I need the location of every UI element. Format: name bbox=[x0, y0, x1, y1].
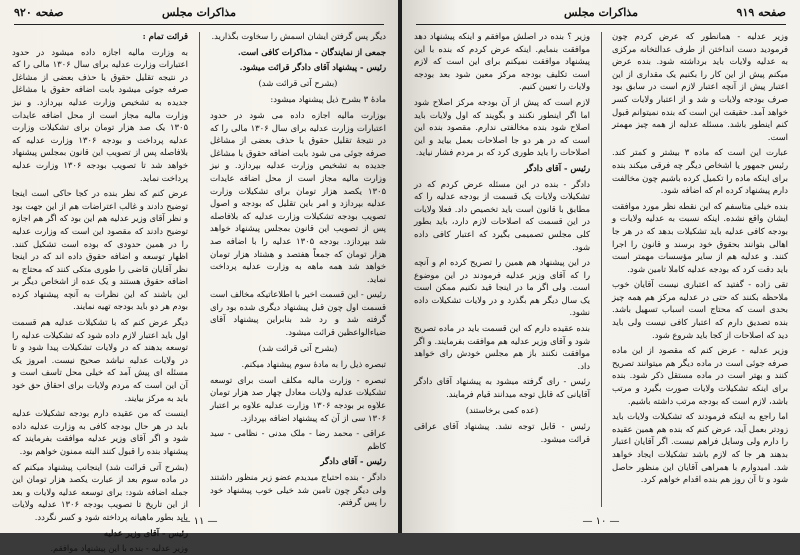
right-page-title: مذاکرات مجلس bbox=[564, 6, 638, 19]
paragraph: رئیس - رای گرفته میشود به پیشنهاد آقای دادگر آقایانی که قابل توجه میدانند قیام فرمایند. bbox=[414, 376, 590, 400]
paragraph: (بشرح آتی قرائت شد) اینجانب پیشنهاد میکنم که در ماده سوم بعد از عبارت یکصد هزار تومان این جمله اضافه شود: برای توسعه عدلیه ولایات و بعد از این تاریخ تا تصویب بودجه ۱۳۰۶ عدلیه ولایات باید بطور ماهیانه پرداخته شود و کسر نگردد. bbox=[12, 461, 189, 522]
paragraph: به وزارت مالیه اجازه داده میشود در حدود اعتبارات وزارت عدلیه برای سال ۱۳۰۶ مالی را که در نتیجه تقلیل حقوق یا حذف بعضی از مشاغل صرفه جوئی میشود بابت اضافه حقوق یا مشاغل جدیده به تشخیص وزارت عدلیه بپردازد. و نیز وزارت مالیه مجاز است از محل اضافه عایدات ۱۳۰۵ یک صد هزار تومان برای تشکیلات وزارت عدلیه پرداخت و بودجه ۱۳۰۶ وزارت عدلیه که بلافاصله پس از تصویب این قانون بمجلس پیشنهاد خواهد شد تا تصویب بودجه ۱۳۰۶ وزارت عدلیه پرداخت نماید. bbox=[12, 46, 189, 183]
right-page-header bbox=[416, 6, 786, 24]
paragraph: دیگر عرض کنم که با تشکیلات عدلیه هم قسمت اول باید اعتبار لازم داده شود که تشکیلات عدلیه را توسعه بدهند که در ولایات تشکیلات پیدا شود و تا در ولایات عدلیه نباشد صحیح نیست. امروز یک مسئله ای پیش آمد که خیلی محل تاسف است و آن این است که مردم ولایات برای احقاق حق خود باید به مرکز بیایند. bbox=[12, 317, 188, 403]
left-page-left-column bbox=[12, 30, 189, 554]
paragraph: مادهٔ ۳ بشرح ذیل پیشنهاد میشود: bbox=[270, 94, 386, 105]
paragraph: در این پیشنهاد هم همین را تصریح کرده ام و آنچه را که آقای وزیر عدلیه فرمودند در این موضوع است. ولی اگر ما در اینجا قید نکنیم ممکن است یک سال دیگر هم بگذرد و در ولایات تشکیلات داده نشود. bbox=[414, 257, 590, 318]
paragraph: بوزارت مالیه اجازه داده می شود در حدود اعتبارات وزارت عدلیه برای سال ۱۳۰۶ مالی را که در نتیجهٔ تقلیل حقوق یا حذف بعضی از مشاغل صرفه جوئی می شود بابت اضافه حقوق یا مشاغل جدیده به تشخیص وزارت عدلیه بپردازد. و نیز وزارت مالیه مجاز است از محل اضافه عایدات ۱۳۰۵ یکصد هزار تومان برای تشکیلات وزارت عدلیه بپردازد و امر باین تقلیل که بودجه و اصول تصویب بودجه تشکیلات وزارت عدلیه که بلافاصله پس از تصویب این قانون بمجلس پیشنهاد خواهد شد بپردازد. بودجه ۱۳۰۵ عدلیه را با اضافه صد هزار تومان که جمعاً هفتصد و هشتاد هزار تومان خواهد شد همه ماهه به وزارت عدلیه پرداخت نماید. bbox=[210, 109, 387, 284]
left-header-rule bbox=[14, 24, 384, 25]
paragraph: بنده عقیده دارم که این قسمت باید در ماده تصریح شود و آقای وزیر عدلیه هم موافقت بفرمایند. و اگر موافقت نکنند باز هم مجلس خودش رای خواهد داد. bbox=[414, 323, 590, 371]
right-page-left-column bbox=[414, 30, 590, 509]
paragraph: دادگر - بنده در این مسئله عرض کردم که در تشکیلات ولایات یک قسمت از بودجه عدلیه را که مطابق با قانون است باید تخصیص داد. فعلا ولایات در این قسمت که اصلاحات لازم دارد، باید بطور کلی مجلس تصمیمی بگیرد که اعتبار کافی داده شود. bbox=[414, 178, 590, 252]
left-page-number: صفحه ۹۲۰ bbox=[14, 6, 64, 19]
paragraph: رئیس - پیشنهاد آقای دادگر قرائت میشود. bbox=[239, 62, 386, 73]
paragraph: (بشرح آتی قرائت شد) bbox=[258, 342, 338, 353]
left-page-title: مذاکرات مجلس bbox=[162, 6, 236, 19]
right-column-divider bbox=[601, 32, 602, 507]
paragraph: وزیر عدلیه - بنده با این پیشنهاد موافقم. bbox=[50, 543, 188, 554]
right-header-rule bbox=[416, 24, 786, 25]
left-page-footer: — ۱۱ — bbox=[180, 516, 218, 527]
paragraph: لازم است که پیش از آن بودجه مرکز اصلاح شود اما اگر اینطور نکنند و بگویند که اول ولایات باید اصلاح شود بنده مخالفتی ندارم. مقصود بنده این است که در هر دو جا اصلاحات بعمل بیاید و این اصلاحات را باید طوری کرد که بر مردم فشار نیاید. bbox=[414, 96, 590, 158]
left-column-divider bbox=[199, 32, 200, 507]
paragraph: وزیر ؟ بنده در اصلش موافقم و اینکه پیشنهاد دهد موافقت بنمایم. اینکه عرض کردم که بنده با این پیشنهاد موافقت نمیکنم برای این است که لازم است تکلیف بودجه مرکز معین شود بعد بودجه ولایات را تعیین کنیم. bbox=[414, 31, 590, 92]
right-page-footer: — ۱۰ — bbox=[582, 516, 620, 527]
left-page bbox=[0, 0, 398, 554]
paragraph: رئیس - این قسمت اخیر با اطلاعاتیکه مخالف است قسمت اول چون قبل پیشنهاد دیگری شده بود رای گرفته شد و رد شد بنابراین پیشنهاد آقای ضیاءالواعظین قرائت میشود. bbox=[210, 289, 386, 338]
paragraph: تبصره - وزارت مالیه مکلف است برای توسعه تشکیلات عدلیه ولایات معادل چهار صد هزار تومان علاوه بر بودجه ۱۳۰۶ وزارت عدلیه علاوه بر اعتبار ۱۳۰۶ سی از آن که پیشنهاد اضافه بپردازد. bbox=[210, 374, 386, 423]
paragraph: رئیس - قابل توجه نشد. پیشنهاد آقای عراقی قرائت میشود. bbox=[414, 421, 590, 444]
paragraph: اما راجع به اینکه فرمودند که تشکیلات ولایات باید زودتر بعمل آید، عرض کنم که بنده هم همین عقیده را دارم ولی وسایل فراهم نیست. اگر آقایان اعتبار بدهند هر جا که لازم باشد تشکیلات ایجاد خواهد شد. امیدوارم با همراهی آقایان این منظور حاصل شود و تا آن روز هم بنده اقدام خواهم کرد. bbox=[612, 411, 788, 485]
paragraph: بنده خیلی متاسفم که این نقطه نظر مورد موافقت ایشان واقع نشده. اینکه نسبت به عدلیه ولایات و بودجه کافی عدلیه باید تشکیلات بدهد که در هر جا اهالی بتوانند بحقوق خود برسند و قانون را اجرا کنند. و عدلیه هم از سایر مؤسسات مهمتر است باید دقت کرد که بودجه عدلیه کاملا تامین شود. bbox=[612, 200, 788, 274]
paragraph: اینست که من عقیده دارم بودجه تشکیلات عدلیه باید در هر حال بودجه کافی به وزارت عدلیه داده شود و اگر آقای وزیر عدلیه موافقت بفرمایند که پیشنهاد بنده را قبول کنند البته ممنون خواهم بود. bbox=[12, 408, 188, 456]
paragraph: (بشرح آتی قرائت شد) bbox=[258, 77, 338, 88]
paragraph: دیگر پس گرفتن ایشان اسمش را سخاوت بگذارید. bbox=[211, 31, 386, 41]
paragraph: وزیر عدلیه - عرض کنم که مقصود از این ماده صرفه جوئی است در ماده دیگر هم میتوانند تصریح کنند و بهتر است در ماده مستقل ذکر شود. بنده برای اینکه تشکیلات ولایات صورت بگیرد و مرتب باشد، لازم است که بودجه مرتب داشته باشیم. bbox=[612, 345, 788, 406]
paragraph: وزیر عدلیه - همانطور که عرض کردم چون فرمودید دست انداختن از طرف عدالتخانه مرکزی به عدلیه ولایات باید برداشته شود. بنده عرض میکنم پیش از این کار را بکنیم یک مقداری از این اعتبار پیش از آنچه اعتبار لازم است در سابق بود صرف بودجه ولایات و شد و از اعتبار ولایات کسر خواهد آمد. حقیقت این است که بنده نمیتوانم قبول کنم اینطور باشد. مسئله عدلیه از همه چیز مهمتر است. bbox=[612, 31, 788, 142]
paragraph: تبصره ذیل را به مادهٔ سوم پیشنهاد میکنم. bbox=[241, 359, 386, 370]
paragraph: رئیس - آقای وزیر عدلیه bbox=[103, 527, 188, 538]
paragraph: دادگر - بنده احتیاج میدیدم عضو زیر منظور داشتند ولی دیگر چون تامین شد خیلی خوب پیشنهاد خود را پس گرفتم. bbox=[210, 472, 386, 508]
paragraph: رئیس - آقای دادگر bbox=[524, 162, 590, 173]
paragraph: عبارت این است که ماده ۳ بیشتر و کمتر کند. رئیس جمهور یا اشخاص دیگر چه فرقی میکند بنده برای اینکه ماده را تکمیل کرده باشیم چون مخالفت دارم پیشنهاد کرده ام که اضافه شود. bbox=[612, 147, 788, 196]
paragraph: عراقی - محمد رضا - ملک مدنی - نظامی - سید کاظم bbox=[210, 428, 386, 451]
left-page-right-column bbox=[210, 30, 386, 509]
right-page-columns bbox=[414, 30, 788, 509]
left-page-header bbox=[14, 6, 384, 24]
paragraph: رئیس - آقای دادگر bbox=[320, 456, 386, 467]
right-page-number: صفحه ۹۱۹ bbox=[736, 6, 786, 19]
paragraph: (عده کمی برخاستند) bbox=[465, 404, 539, 415]
right-page-right-column bbox=[612, 30, 788, 509]
paragraph: جمعی از نمایندگان - مذاکرات کافی است. bbox=[237, 46, 386, 57]
paragraph: تقی زاده - گفتید که اعتباری نیست آقایان خوب ملاحظه بکنند که حتی در عدلیه مرکز هم همه چیز بحدی است که محتاج است اسباب تسهیل باشد. بنده تصدیق دارم که اعتبار کافی نیست ولی باید دید که اصلاحات از کجا باید شروع شود. bbox=[612, 279, 788, 340]
paragraph: عرض کنم که نظر بنده در کجا حاکی است اینجا توضیح دادند و غالب اعتراضات هم از این جهت بود و نظر آقای وزیر عدلیه هم این بود که اگر هم اجازه توضیح دادند که مقصود این است که وزارت عدلیه را در همین حدودی که بوده است تشکیل کنند. اظهار توسعه و اضافه حقوق داده اند که در اینجا نظر آقایان قاضی را طوری متکی کنند که محتاج به اضافه حقوق هستند و یک عده از اشخاص دیگر بر این باشند که این نظرات به آنچه پیشنهاد کرده بودم هر دو باید بودجه تهیه نمایند. bbox=[12, 188, 188, 312]
right-page bbox=[402, 0, 800, 533]
paragraph: قرائت تمام : bbox=[142, 31, 188, 41]
